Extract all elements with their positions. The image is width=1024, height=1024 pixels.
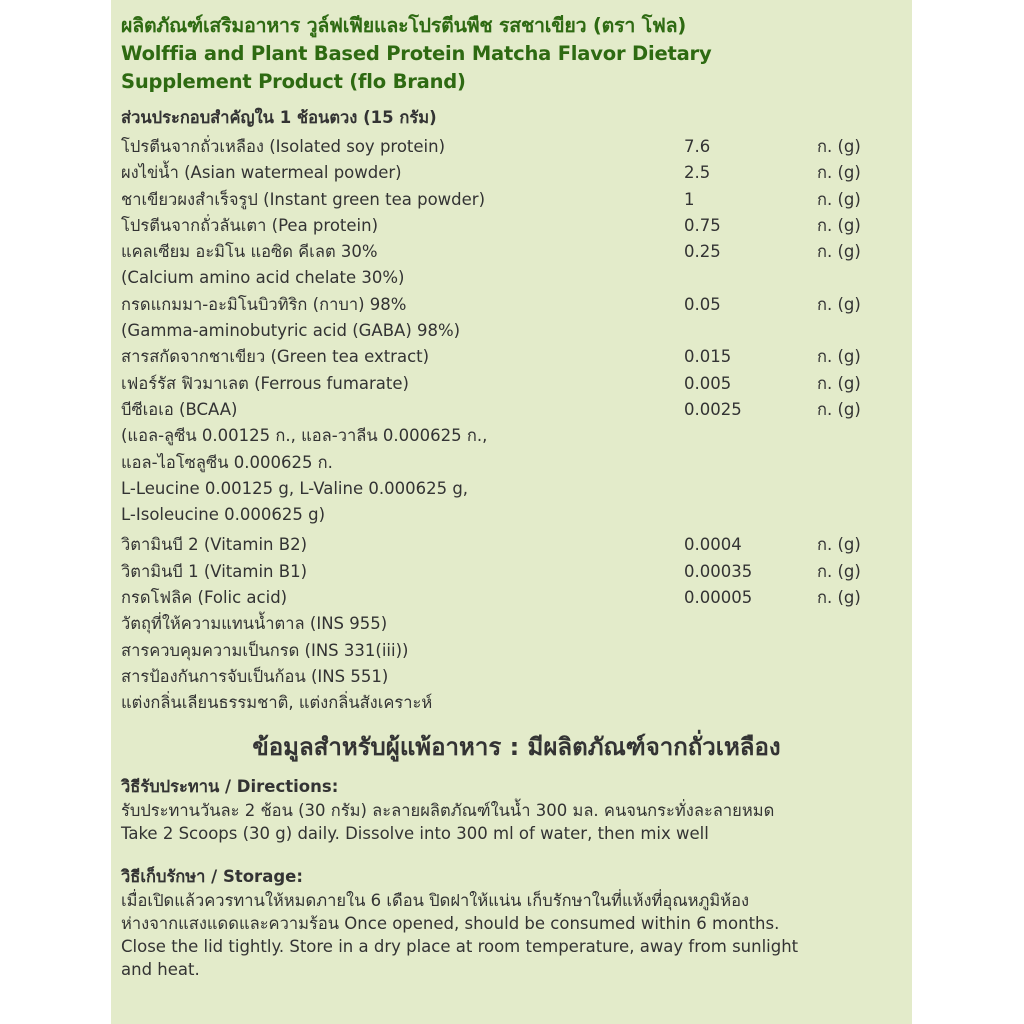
ingredient-amount: 0.05 [684, 294, 721, 314]
product-title-english-line1: Wolffia and Plant Based Protein Matcha Flavor Dietary [121, 42, 712, 65]
ingredient-amount: 0.005 [684, 373, 732, 393]
directions-line: รับประทานวันละ 2 ช้อน (30 กรัม) ละลายผลิตภัณฑ์ในน้ำ 300 มล. คนจนกระทั่งละลายหมด [121, 800, 775, 820]
storage-line: and heat. [121, 959, 200, 979]
ingredient-row [121, 532, 912, 558]
additive-line: สารป้องกันการจับเป็นก้อน (INS 551) [121, 666, 389, 686]
ingredient-unit: ก. (g) [817, 535, 861, 555]
ingredient-unit: ก. (g) [817, 561, 861, 581]
ingredient-amount: 0.0004 [684, 535, 742, 555]
ingredient-row [121, 371, 912, 397]
ingredient-name: เฟอร์รัส ฟิวมาเลต (Ferrous fumarate) [121, 373, 409, 393]
ingredient-row [121, 344, 912, 370]
ingredient-row [121, 187, 912, 213]
storage-header: วิธีเก็บรักษา / Storage: [121, 866, 303, 886]
ingredient-unit: ก. (g) [817, 588, 861, 608]
storage-line: ห่างจากแสงแดดและความร้อน Once opened, should be consumed within 6 months. [121, 913, 780, 933]
storage-line: Close the lid tightly. Store in a dry place at room temperature, away from sunlight [121, 936, 799, 956]
storage-line: เมื่อเปิดแล้วควรทานให้หมดภายใน 6 เดือน ปิดฝาให้แน่น เก็บรักษาในที่แห้งที่อุณหภูมิห้อง [121, 890, 750, 910]
bcaa-detail-line: แอล-ไอโซลูซีน 0.000625 ก. [121, 452, 333, 472]
bcaa-detail-line: L-Isoleucine 0.000625 g) [121, 505, 326, 525]
additive-line: สารควบคุมความเป็นกรด (INS 331(iii)) [121, 640, 409, 660]
directions-header: วิธีรับประทาน / Directions: [121, 776, 339, 796]
ingredient-subname: (Calcium amino acid chelate 30%) [121, 268, 405, 288]
ingredient-unit: ก. (g) [817, 189, 861, 209]
bcaa-detail-line: L-Leucine 0.00125 g, L-Valine 0.000625 g, [121, 478, 469, 498]
ingredient-amount: 7.6 [684, 137, 711, 156]
ingredient-row [121, 559, 912, 585]
ingredient-name: กรดแกมมา-อะมิโนบิวทิริก (กาบา) 98% [121, 294, 407, 314]
ingredient-name: วิตามินบี 2 (Vitamin B2) [121, 535, 308, 555]
storage-section [121, 865, 912, 981]
ingredients-list [121, 134, 912, 611]
ingredient-row [121, 397, 912, 423]
ingredient-name: กรดโฟลิค (Folic acid) [121, 588, 288, 608]
additive-line: วัตถุที่ให้ความแทนน้ำตาล (INS 955) [121, 614, 388, 634]
additives-list [121, 611, 912, 716]
ingredient-amount: 0.0025 [684, 399, 742, 419]
ingredient-unit: ก. (g) [817, 242, 861, 262]
ingredient-row [121, 239, 912, 265]
ingredient-row [121, 160, 912, 186]
ingredient-name: ผงไข่น้ำ (Asian watermeal powder) [121, 163, 402, 183]
ingredient-amount: 0.25 [684, 242, 721, 262]
ingredient-name: บีซีเอเอ (BCAA) [121, 399, 238, 419]
ingredient-amount: 0.00035 [684, 561, 753, 581]
ingredient-amount: 0.015 [684, 347, 732, 367]
ingredient-name: วิตามินบี 1 (Vitamin B1) [121, 561, 308, 581]
product-title-english-line2: Supplement Product (flo Brand) [121, 70, 466, 93]
directions-section [121, 775, 912, 845]
bcaa-detail-line: (แอล-ลูซีน 0.00125 ก., แอล-วาลีน 0.000625 ก., [121, 426, 488, 446]
ingredient-unit: ก. (g) [817, 347, 861, 367]
ingredient-amount: 1 [684, 189, 695, 209]
ingredient-subname: (Gamma-aminobutyric acid (GABA) 98%) [121, 321, 461, 341]
ingredient-name: ชาเขียวผงสำเร็จรูป (Instant green tea powder) [121, 189, 486, 209]
label-panel [111, 0, 912, 1024]
additive-line: แต่งกลิ่นเลียนธรรมชาติ, แต่งกลิ่นสังเคราะห์ [121, 693, 433, 713]
ingredient-amount: 0.75 [684, 215, 721, 235]
ingredient-unit: ก. (g) [817, 137, 861, 156]
product-title-thai: ผลิตภัณฑ์เสริมอาหาร วูล์ฟเฟียและโปรตีนพืช รสชาเขียว (ตรา โฟล) [121, 14, 687, 37]
ingredient-unit: ก. (g) [817, 215, 861, 235]
ingredient-unit: ก. (g) [817, 373, 861, 393]
ingredient-amount: 2.5 [684, 163, 711, 183]
ingredient-name: โปรตีนจากถั่วลันเตา (Pea protein) [121, 215, 379, 235]
ingredient-row [121, 134, 912, 160]
ingredient-row [121, 585, 912, 611]
ingredient-row [121, 213, 912, 239]
ingredient-name: สารสกัดจากชาเขียว (Green tea extract) [121, 347, 430, 367]
ingredient-unit: ก. (g) [817, 399, 861, 419]
ingredient-amount: 0.00005 [684, 588, 753, 608]
ingredient-unit: ก. (g) [817, 163, 861, 183]
ingredient-unit: ก. (g) [817, 294, 861, 314]
ingredients-header: ส่วนประกอบสำคัญใน 1 ช้อนตวง (15 กรัม) [121, 108, 437, 127]
ingredient-name: โปรตีนจากถั่วเหลือง (Isolated soy protein) [121, 137, 446, 156]
allergy-statement: ข้อมูลสำหรับผู้แพ้อาหาร : มีผลิตภัณฑ์จากถั่วเหลือง [252, 732, 781, 761]
ingredient-name: แคลเซียม อะมิโน แอซิด คีเลต 30% [121, 242, 378, 262]
directions-line: Take 2 Scoops (30 g) daily. Dissolve into 300 ml of water, then mix well [121, 823, 709, 843]
ingredient-row [121, 292, 912, 318]
